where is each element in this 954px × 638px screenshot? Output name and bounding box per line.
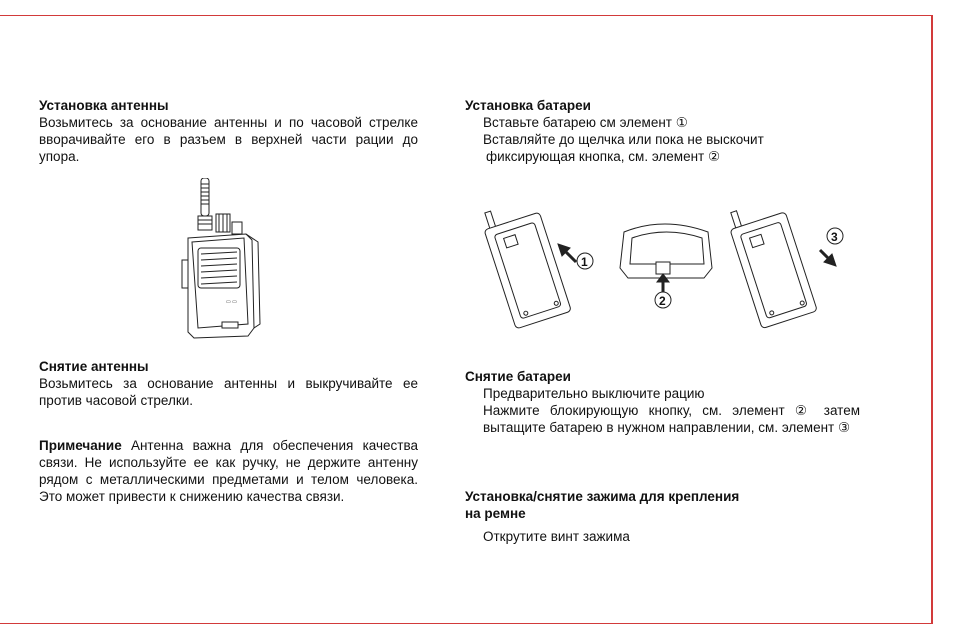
note-label: Примечание — [39, 438, 122, 453]
battery-remove-line2: Нажмите блокирующую кнопку, см. элемент ② затем вытащите батарею в нужном направлении, см. элемент ③ — [483, 403, 860, 435]
marker-2: 2 — [659, 294, 666, 308]
clip-section — [465, 488, 860, 545]
battery-remove-section — [465, 368, 860, 436]
page-border-right — [931, 15, 933, 624]
clip-title-line2: на ремне — [465, 506, 526, 521]
antenna-install-section — [39, 97, 418, 165]
battery-install-line2: Вставляйте до щелчка или пока не выскочит — [483, 132, 764, 147]
note-text: Антенна важна для обеспечения качества связи. Не используйте ее как ручку, не держите антенну рядом с металлическими предметами и телом человека. Это может привести к снижению качества связи. — [39, 438, 418, 504]
battery-install-line3: фиксирующая кнопка, см. элемент ② — [486, 149, 721, 164]
antenna-install-title: Установка антенны — [39, 98, 169, 113]
radio-antenna-illustration — [180, 178, 266, 342]
note-section — [39, 437, 418, 505]
page-border-bottom — [0, 623, 932, 624]
antenna-install-text: Возьмитесь за основание антенны и по часовой стрелке вворачивайте его в разъем в верхней части рации до упора. — [39, 115, 418, 164]
svg-text:▭ ▭: ▭ ▭ — [226, 299, 237, 305]
clip-text: Открутите винт зажима — [483, 529, 630, 544]
page-border-top — [0, 15, 932, 16]
clip-title-line1: Установка/снятие зажима для крепления — [465, 489, 740, 504]
antenna-remove-text: Возьмитесь за основание антенны и выкручивайте ее против часовой стрелки. — [39, 376, 418, 408]
battery-install-line1: Вставьте батарею см элемент ① — [483, 115, 688, 130]
antenna-remove-title: Снятие антенны — [39, 359, 149, 374]
battery-remove-line1: Предварительно выключите рацию — [483, 386, 705, 401]
battery-illustration — [484, 198, 854, 336]
antenna-remove-section — [39, 358, 418, 409]
battery-install-title: Установка батареи — [465, 98, 591, 113]
marker-3: 3 — [831, 230, 838, 244]
marker-1: 1 — [581, 255, 588, 269]
battery-install-section — [465, 97, 860, 165]
battery-remove-title: Снятие батареи — [465, 369, 571, 384]
